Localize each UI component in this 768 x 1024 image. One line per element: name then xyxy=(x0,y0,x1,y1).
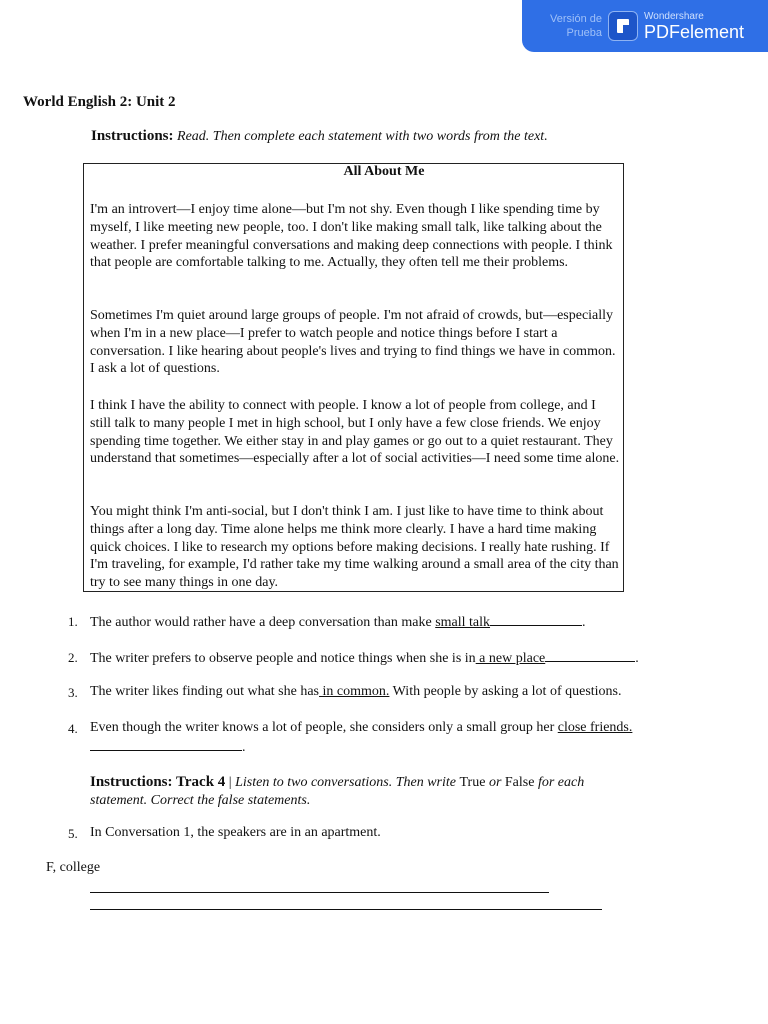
true-word: True xyxy=(459,775,486,790)
reading-title: All About Me xyxy=(343,164,425,179)
question-end: . xyxy=(242,740,246,755)
question-text: The author would rather have a deep conversation than make xyxy=(90,615,436,630)
question-5: In Conversation 1, the speakers are in an apartment. xyxy=(90,825,381,840)
answer-field[interactable]: in common. xyxy=(319,684,390,699)
question-4 xyxy=(90,720,632,736)
answer-blank xyxy=(545,649,635,662)
false-word: False xyxy=(504,775,535,790)
instructions-label: Instructions: xyxy=(91,128,174,144)
answer-field[interactable]: a new place xyxy=(475,651,546,666)
answer-line-1 xyxy=(90,892,549,893)
question-number: 1. xyxy=(68,614,78,629)
answer-blank xyxy=(90,738,242,751)
brand-product: PDFelement xyxy=(644,22,745,42)
trial-version-label xyxy=(532,12,602,40)
answer-blank xyxy=(490,613,582,626)
question-text: The writer likes finding out what she has xyxy=(90,684,320,699)
question-number: 3. xyxy=(68,685,78,700)
instructions-read xyxy=(91,128,548,145)
instructions-label: Instructions: Track 4 xyxy=(90,774,226,790)
question-1 xyxy=(90,613,586,631)
page-title: World English 2: Unit 2 xyxy=(23,94,176,110)
or-word: or xyxy=(485,775,505,790)
instructions-listen xyxy=(90,773,630,810)
trial-line-1: Versión de xyxy=(550,13,602,25)
pdfelement-trial-badge xyxy=(522,0,768,52)
reading-paragraph-4: You might think I'm anti-social, but I don't think I am. I just like to have time to think about things after a long day. Time alone helps me think more clearly. I have a hard time making quick choices. I like to research my options before making decisions. I really hate rushing. If I'm traveling, for example, I'd rather take my time walking around a small area of the city than try to see many things in one day. xyxy=(90,504,619,591)
instructions-text: Read. Then complete each statement with two words from the text. xyxy=(177,129,548,144)
answer-field[interactable]: close friends. xyxy=(557,720,633,735)
answer-5-field[interactable]: F, college xyxy=(46,860,101,875)
instructions-text: Listen to two conversations. Then write xyxy=(235,775,460,790)
instructions-text-end: for each statement. Correct the false statements. xyxy=(90,775,585,808)
reading-paragraph-1: I'm an introvert—I enjoy time alone—but I'm not shy. Even though I like spending time by myself, I like meeting new people, too. I don't like making small talk, like talking about the weather. I prefer meaningful conversations and making deep connections with people. I think that people are comfortable talking to me. Actually, they often tell me their problems. xyxy=(90,202,613,271)
pdfelement-logo-icon xyxy=(608,11,638,41)
question-text: The writer prefers to observe people and notice things when she is in xyxy=(90,651,476,666)
answer-field[interactable]: small talk xyxy=(435,615,491,630)
separator: | xyxy=(228,775,232,790)
question-2 xyxy=(90,649,639,667)
answer-line-2 xyxy=(90,909,602,910)
reading-paragraph-2: Sometimes I'm quiet around large groups of people. I'm not afraid of crowds, but—especially when I'm in a new place—I prefer to watch people and notice things before I start a conversation. I like hearing about people's lives and trying to find things we have in common. I ask a lot of questions. xyxy=(90,308,616,377)
question-number: 4. xyxy=(68,721,78,736)
question-end: . xyxy=(582,615,586,630)
brand-company: Wondershare xyxy=(644,11,704,22)
question-number: 2. xyxy=(68,650,78,665)
question-end: With people by asking a lot of questions. xyxy=(389,684,622,699)
question-4-continuation xyxy=(90,738,246,756)
question-text: Even though the writer knows a lot of people, she considers only a small group her xyxy=(90,720,558,735)
question-number: 5. xyxy=(68,826,78,841)
trial-line-2: Prueba xyxy=(566,27,602,39)
question-3 xyxy=(90,684,622,700)
question-end: . xyxy=(635,651,639,666)
reading-paragraph-3: I think I have the ability to connect with people. I know a lot of people from college, and I still talk to many people I met in high school, but I only have a few close friends. We enjoy spending time together. We either stay in and play games or go out to a quiet restaurant. They understand that sometimes—especially after a lot of social activities—I need some time alone. xyxy=(90,398,620,467)
